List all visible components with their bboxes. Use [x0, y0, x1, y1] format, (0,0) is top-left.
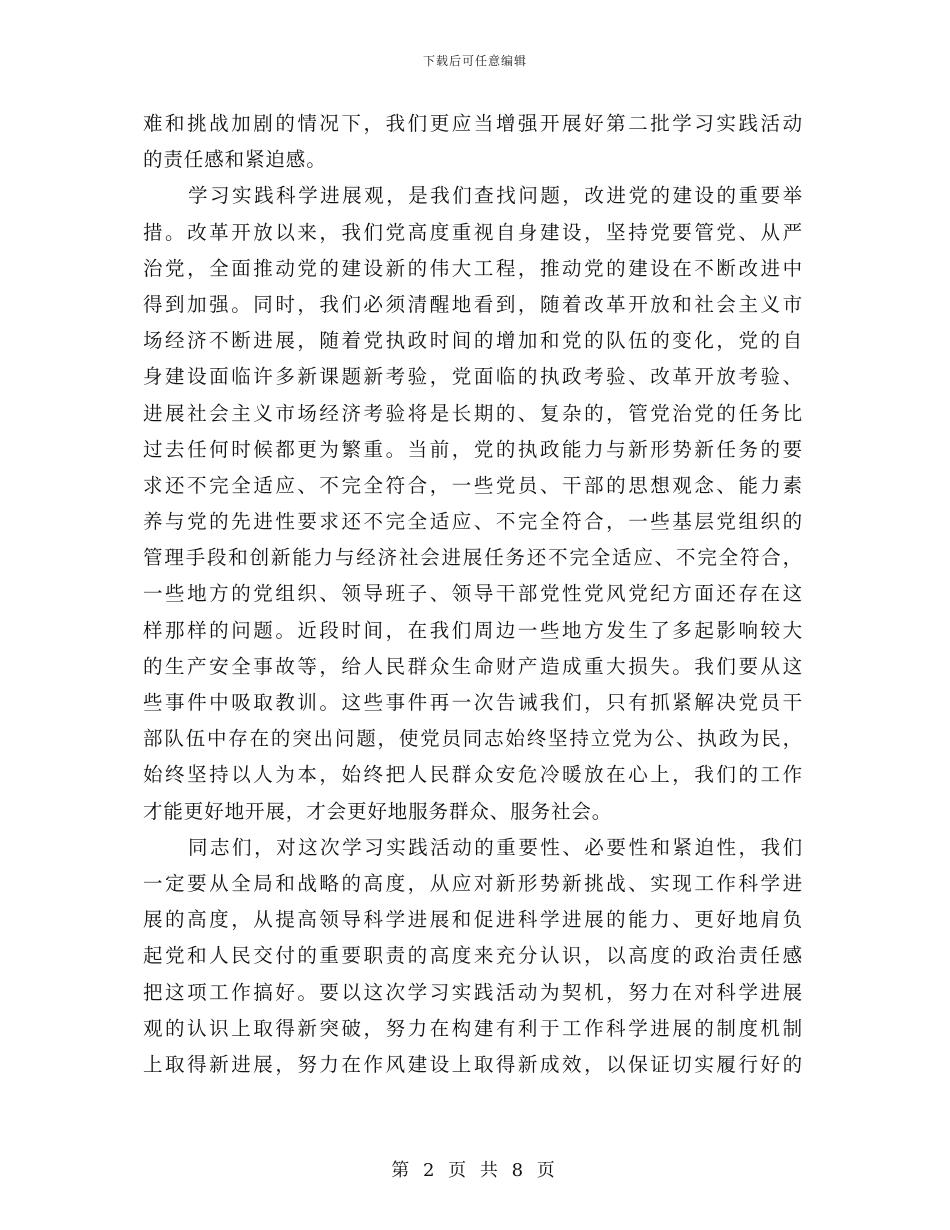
text-line: 始终坚持以人为本，始终把人民群众安危冷暖放在心上，我们的工作: [143, 763, 803, 787]
text-line: 部队伍中存在的突出问题，使党员同志始终坚持立党为公、执政为民，: [143, 727, 803, 751]
page-header: 下载后可任意编辑: [422, 54, 527, 68]
text-line: 措。改革开放以来，我们党高度重视自身建设，坚持党要管党、从严: [143, 220, 803, 244]
text-line: 场经济不断进展，随着党执政时间的增加和党的队伍的变化，党的自: [143, 329, 803, 353]
document-body: [143, 106, 803, 1083]
text-line: 样那样的问题。近段时间，在我们周边一些地方发生了多起影响较大: [143, 618, 803, 642]
text-line: 学习实践科学进展观，是我们查找问题，改进党的建设的重要举: [188, 184, 803, 208]
text-line: 把这项工作搞好。要以这次学习实践活动为契机，努力在对科学进展: [143, 980, 803, 1004]
text-line: 观的认识上取得新突破，努力在构建有利于工作科学进展的制度机制: [143, 1016, 803, 1040]
page-footer: 第 2 页 共 8 页: [391, 1160, 559, 1181]
text-line: 管理手段和创新能力与经济社会进展任务还不完全适应、不完全符合，: [143, 546, 803, 570]
paragraph: [143, 830, 803, 1083]
text-line: 同志们，对这次学习实践活动的重要性、必要性和紧迫性，我们: [188, 835, 803, 859]
text-line: 身建设面临许多新课题新考验，党面临的执政考验、改革开放考验、: [143, 365, 803, 389]
paragraph: [143, 178, 803, 829]
text-line: 一些地方的党组织、领导班子、领导干部党性党风党纪方面还存在这: [143, 582, 803, 606]
text-line: 过去任何时候都更为繁重。当前，党的执政能力与新形势新任务的要: [143, 437, 803, 461]
text-line: 一定要从全局和战略的高度，从应对新形势新挑战、实现工作科学进: [143, 871, 803, 895]
paragraph: [143, 106, 803, 178]
text-line: 起党和人民交付的重要职责的高度来充分认识，以高度的政治责任感: [143, 944, 803, 968]
text-line: 的责任感和紧迫感。: [143, 148, 327, 172]
text-line: 治党，全面推动党的建设新的伟大工程，推动党的建设在不断改进中: [143, 256, 803, 280]
text-line: 难和挑战加剧的情况下，我们更应当增强开展好第二批学习实践活动: [143, 112, 803, 135]
text-line: 上取得新进展，努力在作风建设上取得新成效，以保证切实履行好的: [143, 1052, 803, 1076]
text-line: 些事件中吸取教训。这些事件再一次告诫我们，只有抓紧解决党员干: [143, 691, 803, 714]
text-line: 的生产安全事故等，给人民群众生命财产造成重大损失。我们要从这: [143, 654, 803, 678]
text-line: 求还不完全适应、不完全符合，一些党员、干部的思想观念、能力素: [143, 473, 803, 497]
text-line: 得到加强。同时，我们必须清醒地看到，随着改革开放和社会主义市: [143, 292, 803, 316]
text-line: 养与党的先进性要求还不完全适应、不完全符合，一些基层党组织的: [143, 510, 803, 534]
text-line: 展的高度，从提高领导科学进展和促进科学进展的能力、更好地肩负: [143, 908, 803, 932]
text-line: 进展社会主义市场经济考验将是长期的、复杂的，管党治党的任务比: [143, 401, 803, 425]
text-line: 才能更好地开展，才会更好地服务群众、服务社会。: [143, 799, 613, 823]
